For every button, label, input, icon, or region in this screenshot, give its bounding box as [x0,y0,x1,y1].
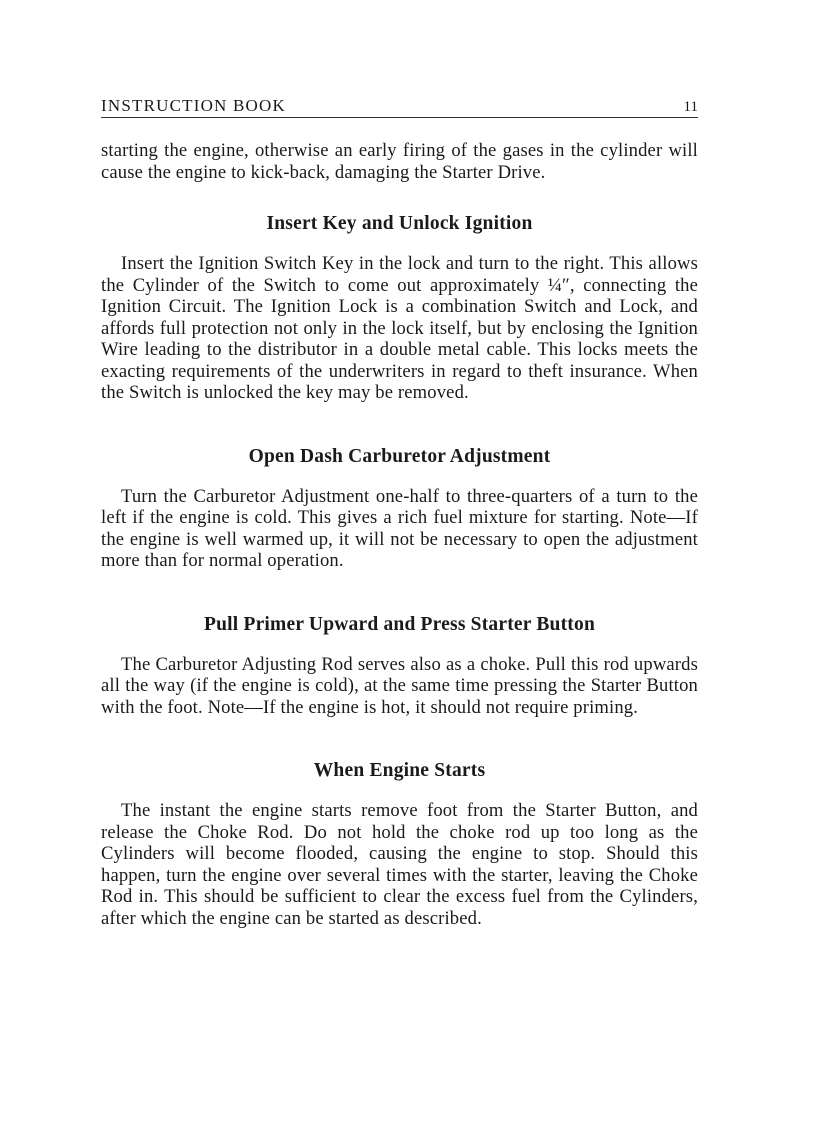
section-heading-carburetor-adjustment: Open Dash Carburetor Adjustment [248,445,551,467]
book-title: INSTRUCTION BOOK [101,96,286,115]
section-heading-insert-key: Insert Key and Unlock Ignition [266,213,533,234]
section-body-carburetor-adjustment: Turn the Carburetor Adjustment one-half to three-quarters of a turn to the left if the engine is cold. This gives a rich fuel mixture for starting. Note—If the engine is well warmed up, it will not be necessary to open the adjustment more than for normal operation. [101,485,698,571]
book-page [101,96,698,929]
section-body-engine-starts: The instant the engine starts remove foot from the Starter Button, and release the Choke Rod. Do not hold the choke rod up too long as the Cylinders will become flooded, causing the engine to stop. Should this happen, turn the engine over several times with the starter, leaving the Choke Rod in. This should be sufficient to clear the excess fuel from the Cylinders, after which the engine can be started as described. [101,800,698,929]
intro-paragraph: starting the engine, otherwise an early firing of the gases in the cylinder will cause the engine to kick-back, damaging the Starter Drive. [101,140,698,183]
section-heading-pull-primer: Pull Primer Upward and Press Starter Button [203,613,595,635]
running-header [101,96,698,118]
page-number: 11 [683,99,698,115]
section-body-pull-primer: The Carburetor Adjusting Rod serves also as a choke. Pull this rod upwards all the way (if the engine is cold), at the same time pressing the Starter Button with the foot. Note—If the engine is hot, it should not require priming. [101,653,698,718]
section-heading-engine-starts: When Engine Starts [313,760,486,781]
section-body-insert-key: Insert the Ignition Switch Key in the lock and turn to the right. This allows the Cylinder of the Switch to come out approximately ¼″, connecting the Ignition Circuit. The Ignition Lock is a combination Switch and Lock, and affords full protection not only in the lock itself, but by enclosing the Ignition Wire leading to the distributor in a double metal cable. This locks meets the exacting requirements of the underwriters in regard to theft insurance. When the Switch is unlocked the key may be removed. [101,253,698,403]
